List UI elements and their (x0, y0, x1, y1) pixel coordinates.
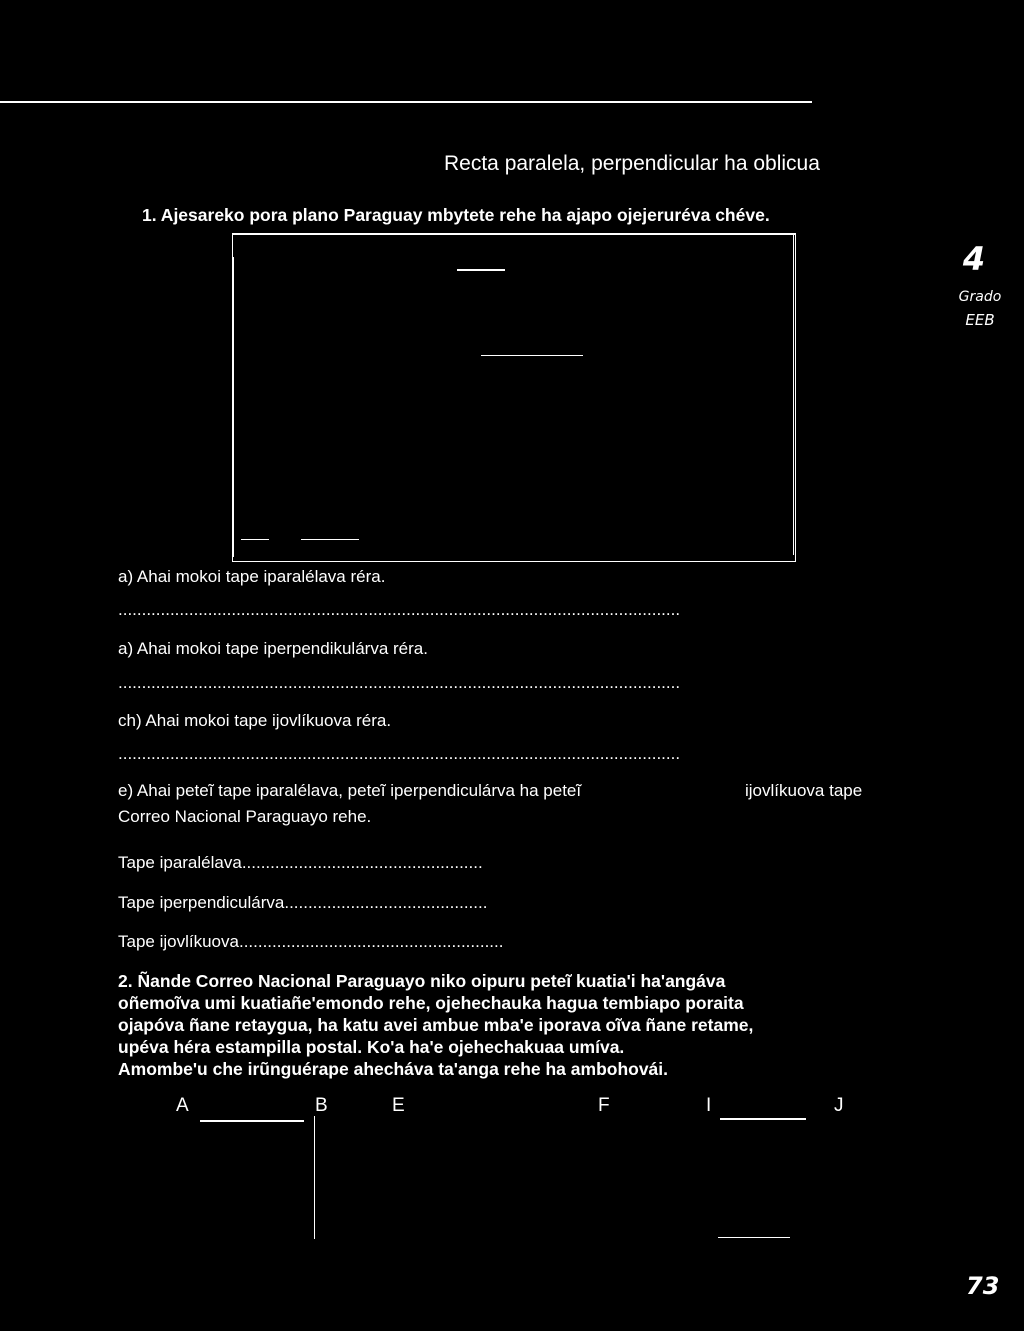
fill-in-perpendicular (118, 893, 487, 913)
exercise2-line: upéva héra estampilla postal. Ko'a ha'e ojehechakuaa umíva. (118, 1037, 625, 1057)
stamp-frame-line (314, 1116, 315, 1239)
map-road-line (481, 355, 583, 356)
stamp-letter-a: A (176, 1095, 189, 1116)
fill-in-label: Tape ijovlíkuova (118, 932, 239, 951)
stamp-letter-b: B (315, 1095, 328, 1116)
exercise2-line: ojapóva ñane retaygua, ha katu avei ambue mba'e iporava oĩva ñane retame, (118, 1015, 754, 1035)
map-road-line (793, 235, 794, 555)
exercise1-prompt: 1. Ajesareko pora plano Paraguay mbytete rehe ha ajapo ojejeruréva chéve. (142, 205, 770, 225)
fill-in-label: Tape iparalélava (118, 853, 242, 872)
exercise2-line: oñemoĩva umi kuatiañe'emondo rehe, ojehechauka hagua tembiapo poraita (118, 993, 744, 1013)
stamp-frame-line (720, 1118, 806, 1120)
exercise2-text (118, 970, 918, 1080)
header-rule (0, 101, 812, 103)
fill-in-oblique (118, 932, 503, 952)
map-frame (232, 233, 796, 562)
answer-line-ch: ....................................................................................................................... (118, 744, 681, 763)
grade-number: 4 (962, 240, 986, 278)
fill-in-label: Tape iperpendiculárva (118, 893, 285, 912)
fill-in-dots: ................................................... (241, 853, 483, 872)
answer-line-a1: ....................................................................................................................... (118, 600, 681, 619)
grade-level: EEB (965, 311, 995, 329)
answer-line-a2: ....................................................................................................................... (118, 673, 681, 692)
stamp-letter-e: E (392, 1095, 405, 1116)
grade-label: Grado (958, 289, 1002, 305)
fill-in-dots: ........................................................ (238, 932, 504, 951)
stamp-letter-i: I (706, 1095, 712, 1116)
fill-in-dots: ........................................... (284, 893, 488, 912)
question-e-line1-end: ijovlíkuova tape (745, 781, 863, 800)
stamp-letter-f: F (598, 1095, 610, 1116)
stamp-letter-j: J (834, 1095, 844, 1116)
question-a2: a) Ahai mokoi tape iperpendikulárva réra. (118, 639, 428, 658)
question-a1: a) Ahai mokoi tape iparalélava réra. (118, 567, 386, 586)
map-road-line (241, 539, 269, 540)
page-number: 73 (966, 1272, 1000, 1300)
stamp-frame-line (718, 1237, 790, 1238)
stamp-frame-line (200, 1120, 304, 1122)
question-e-line2: Correo Nacional Paraguayo rehe. (118, 807, 372, 826)
map-road-line (457, 269, 505, 271)
question-ch: ch) Ahai mokoi tape ijovlíkuova réra. (118, 711, 392, 730)
exercise2-line: 2. Ñande Correo Nacional Paraguayo niko oipuru peteĩ kuatia'i ha'angáva (118, 971, 726, 991)
question-e-line1: e) Ahai peteĩ tape iparalélava, peteĩ iperpendiculárva ha peteĩ (118, 781, 582, 800)
map-inner-border (233, 257, 234, 557)
map-road-line (301, 539, 359, 540)
fill-in-parallel (118, 853, 483, 873)
exercise2-line: Amombe'u che irũnguérape ahecháva ta'anga rehe ha ambohovái. (118, 1059, 669, 1079)
page-title: Recta paralela, perpendicular ha oblicua (444, 152, 820, 175)
